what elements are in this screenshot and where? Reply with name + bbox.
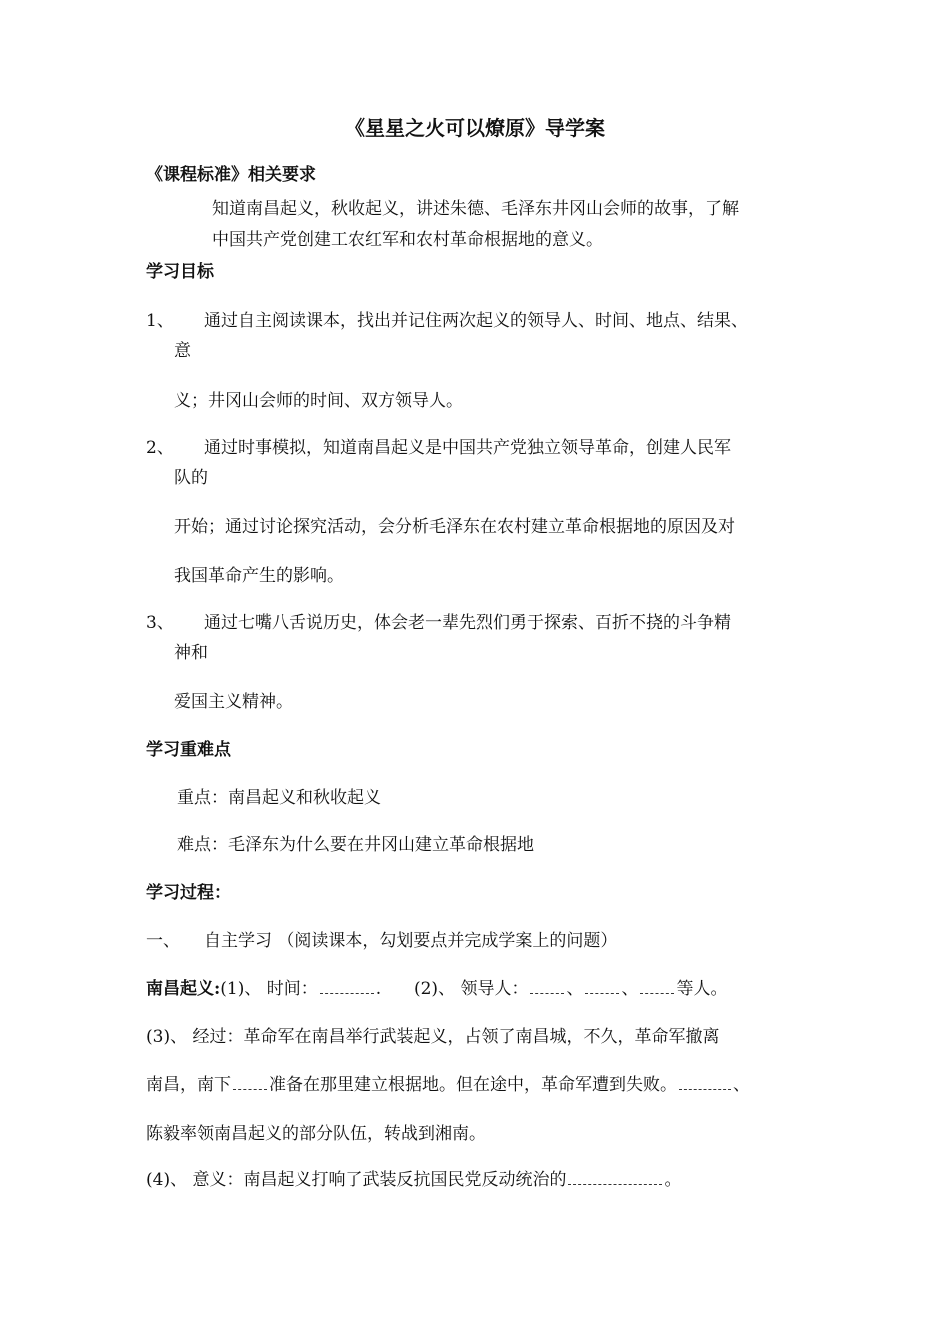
goal-item-1 [146, 309, 748, 333]
nanchang-q1-q2 [146, 977, 727, 1001]
q3-line-1: (3)、 经过：革命军在南昌举行武装起义，占领了南昌城，不久，革命军撤离 [146, 1027, 720, 1047]
standard-line-1: 知道南昌起义，秋收起义，讲述朱德、毛泽东井冈山会师的故事，了解 [212, 199, 739, 219]
focus-point: 重点：南昌起义和秋收起义 [177, 788, 381, 808]
goal-2-wrap: 队的 [174, 468, 208, 488]
fill-blank-leader-zhu[interactable] [679, 1075, 731, 1090]
goal-2-continued-2: 我国革命产生的影响。 [174, 566, 344, 586]
document-title: 《星星之火可以燎原》导学案 [345, 116, 605, 140]
q1-label: (1)、 时间： [220, 979, 318, 999]
goal-text: 通过自主阅读课本，找出并记住两次起义的领导人、时间、地点、结果、 [204, 311, 748, 331]
q2-label: (2)、 领导人： [413, 979, 529, 999]
q4-end: 。 [664, 1170, 682, 1190]
q3-text-a: 南昌，南下 [146, 1075, 231, 1095]
goal-text: 通过时事模拟，知道南昌起义是中国共产党独立领导革命，创建人民军 [204, 438, 731, 458]
goals-heading: 学习目标 [146, 262, 214, 282]
goal-1-continued: 义；井冈山会师的时间、双方领导人。 [174, 391, 463, 411]
standard-line-2: 中国共产党创建工农红军和农村革命根据地的意义。 [212, 230, 603, 250]
nanchang-label: 南昌起义: [146, 979, 221, 999]
q3-line-3: 陈毅率领南昌起义的部分队伍，转战到湘南。 [146, 1124, 486, 1144]
goal-3-wrap: 神和 [174, 643, 208, 663]
q4-text: (4)、 意义：南昌起义打响了武装反抗国民党反动统治的 [146, 1170, 567, 1190]
fill-blank-leader-2[interactable] [585, 979, 619, 994]
goal-1-wrap: 意 [174, 341, 191, 361]
goal-item-2 [146, 436, 731, 460]
q3-text-c: 、 [733, 1075, 750, 1095]
section-number: 一、 [146, 931, 180, 951]
goal-item-3 [146, 611, 731, 635]
fill-blank-leader-1[interactable] [530, 979, 564, 994]
q1-end: . [375, 979, 382, 999]
section-one [146, 929, 617, 953]
q3-line-2 [146, 1073, 750, 1097]
section-text: 自主学习 （阅读课本，勾划要点并完成学案上的问题） [204, 931, 618, 951]
q4-line [146, 1168, 681, 1192]
separator: 、 [566, 979, 584, 999]
q3-text-b: 准备在那里建立根据地。但在途中，革命军遭到失败。 [269, 1075, 677, 1095]
fill-blank-destination[interactable] [233, 1075, 267, 1090]
process-heading: 学习过程： [146, 883, 231, 903]
fill-blank-leader-3[interactable] [640, 979, 674, 994]
goal-number: 2、 [146, 438, 174, 458]
goal-3-continued: 爱国主义精神。 [174, 692, 293, 712]
fill-blank-time[interactable] [320, 979, 374, 994]
key-points-heading: 学习重难点 [146, 740, 231, 760]
goal-2-continued: 开始；通过讨论探究活动，会分析毛泽东在农村建立革命根据地的原因及对 [174, 517, 735, 537]
goal-number: 1、 [146, 311, 174, 331]
goal-number: 3、 [146, 613, 174, 633]
difficulty-point: 难点：毛泽东为什么要在井冈山建立革命根据地 [177, 835, 534, 855]
q2-end: 等人。 [676, 979, 728, 999]
separator: 、 [621, 979, 639, 999]
goal-text: 通过七嘴八舌说历史，体会老一辈先烈们勇于探索、百折不挠的斗争精 [204, 613, 731, 633]
standard-heading: 《课程标准》相关要求 [146, 165, 316, 185]
fill-blank-significance[interactable] [568, 1170, 662, 1185]
